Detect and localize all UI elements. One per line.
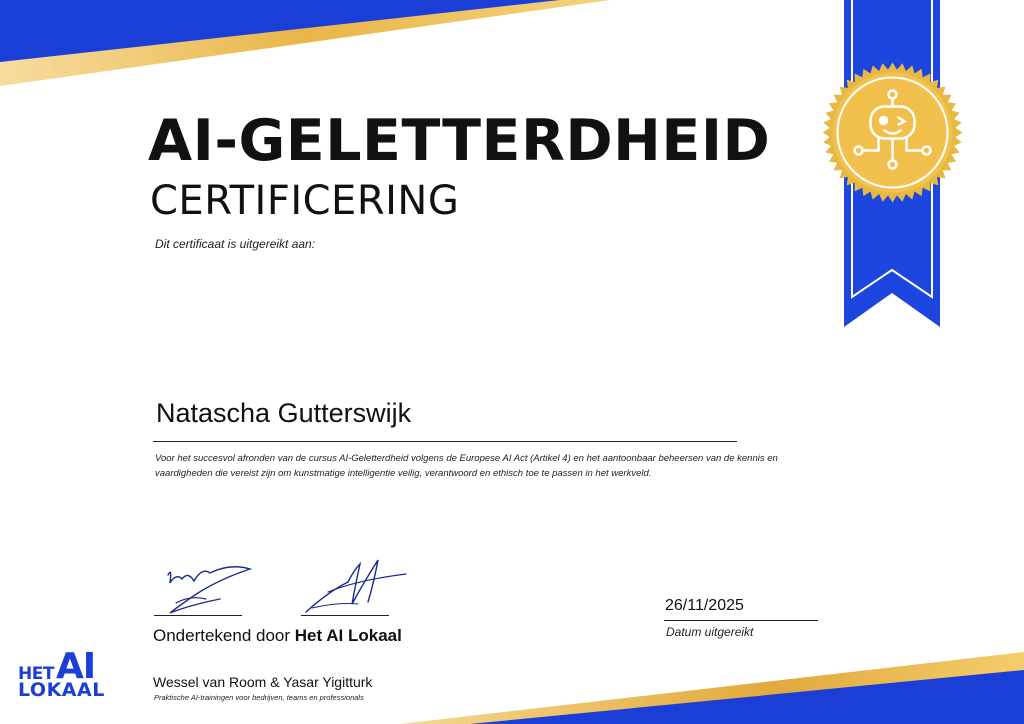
signed-by-prefix: Ondertekend door <box>153 626 291 645</box>
signatory-names: Wessel van Room & Yasar Yigitturk <box>153 674 373 690</box>
intro-text: Dit certificaat is uitgereikt aan: <box>155 237 316 251</box>
recipient-name: Natascha Gutterswijk <box>156 398 412 428</box>
certificate-description: Voor het succesvol afronden van de cursus AI-Geletterdheid volgens de Europese AI Act (Artikel 4) en het aantoonbaar beheersen van de kennis en vaardigheden die vereist zijn om kunstmatige intelligentie veilig, verantwoord en ethisch toe te passen in het werkveld. <box>155 453 778 479</box>
signed-by-org: Het AI Lokaal <box>294 626 402 645</box>
certificate-subtitle: CERTIFICERING <box>150 178 460 224</box>
signed-by <box>153 626 402 646</box>
organization-tagline: Praktische AI-trainingen voor bedrijven, teams en professionals <box>154 693 364 702</box>
issue-date: 26/11/2025 <box>665 597 744 614</box>
recipient-underline <box>153 441 737 442</box>
certificate-title: AI-GELETTERDHEID <box>148 108 771 174</box>
signature-2-line <box>301 615 389 616</box>
signature-2 <box>298 552 418 622</box>
award-seal <box>820 60 965 205</box>
date-underline <box>664 620 818 621</box>
het-ai-lokaal-logo: HETAI LOKAAL <box>18 646 105 702</box>
signature-1-line <box>154 615 242 616</box>
issue-date-label: Datum uitgereikt <box>666 625 754 639</box>
